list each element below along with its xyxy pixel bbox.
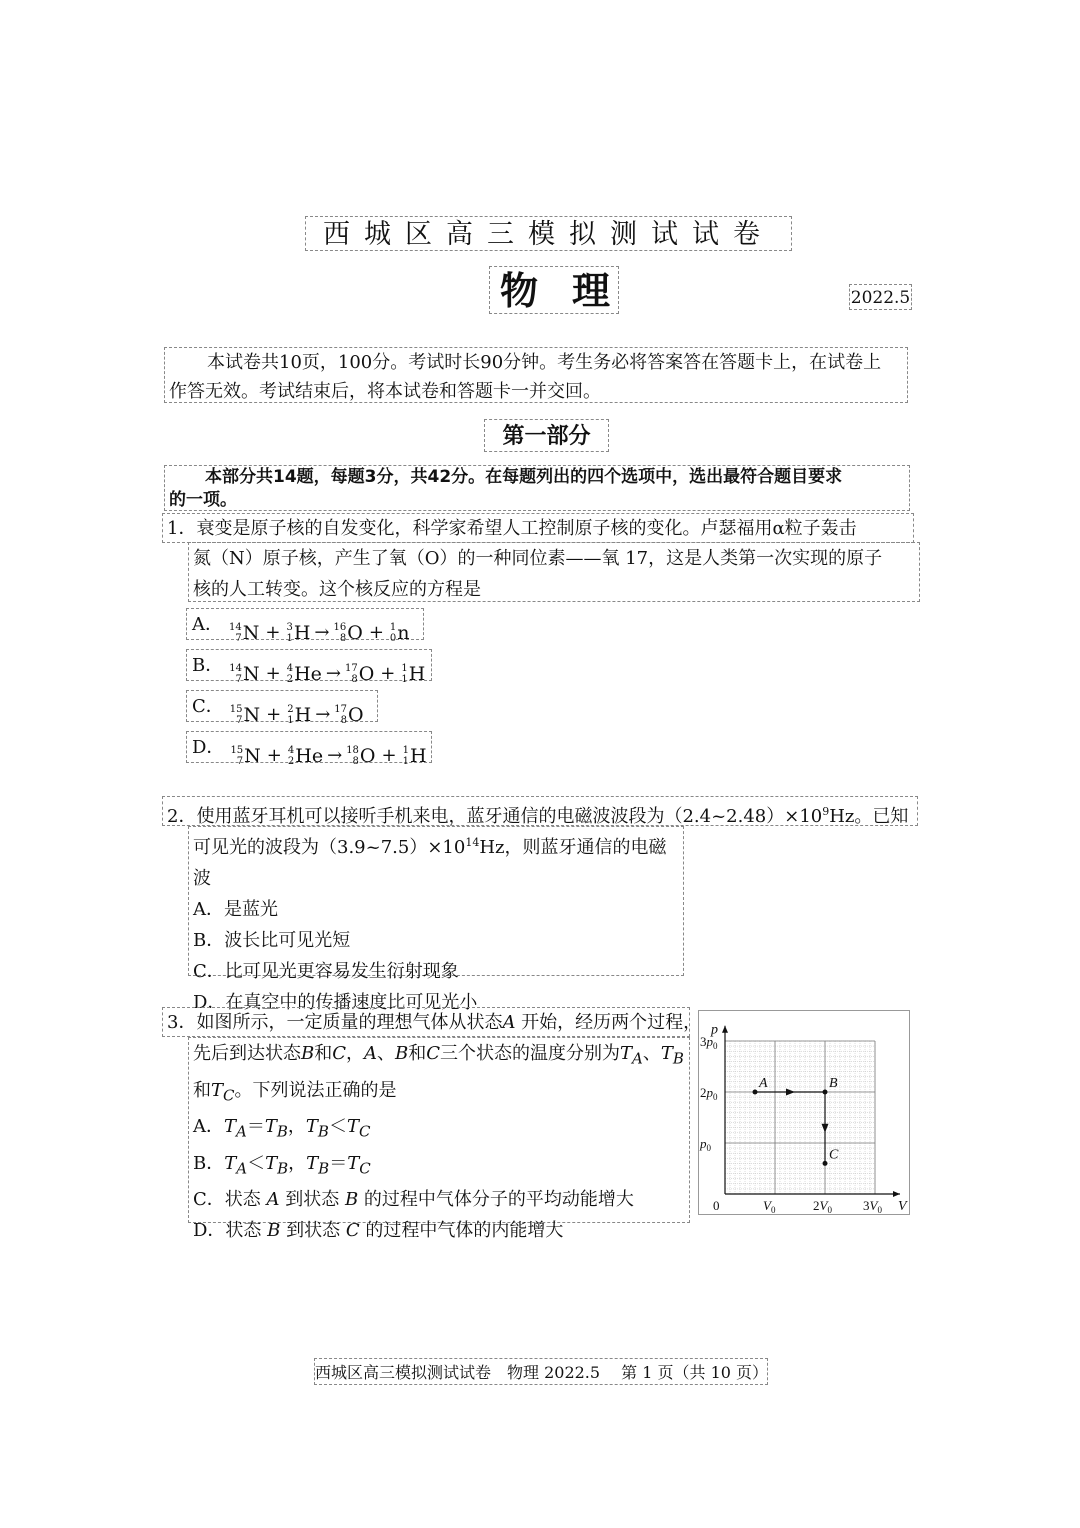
pv-diagram (698, 1010, 910, 1215)
mass-number: 1 (402, 745, 409, 756)
mass-number: 4 (287, 745, 295, 756)
atomic-number: 7 (236, 715, 243, 726)
element-symbol: O (347, 622, 363, 644)
plus-sign: + (380, 663, 396, 684)
mass-number: 17 (334, 704, 348, 715)
y-axis-label: p (711, 1022, 718, 1038)
q1-option-b[interactable] (186, 649, 432, 685)
state-point-A (753, 1090, 758, 1095)
q2-option-b[interactable]: B．波长比可见光短 (193, 930, 351, 951)
element-symbol: H (408, 663, 426, 685)
atomic-number: 1 (402, 756, 409, 767)
q3-var: B (267, 1220, 281, 1242)
atomic-number: 8 (340, 715, 348, 726)
nuclide (403, 740, 427, 772)
nuclide (229, 617, 259, 649)
subject-title: 物理 (489, 266, 619, 314)
q3-option-b[interactable] (193, 1148, 689, 1185)
q3-text: ＝ (246, 1116, 265, 1138)
q3-option-a[interactable] (193, 1111, 689, 1148)
q2-option-c[interactable]: C．比可见光更容易发生衍射现象 (193, 961, 459, 982)
q3-sub: B (276, 1122, 288, 1141)
nuclide-numbers (229, 663, 242, 685)
option-label: A． (192, 614, 223, 635)
q3-text: 、 (642, 1043, 661, 1064)
q3-var: T (346, 1116, 359, 1138)
q3-text: 和 (193, 1079, 211, 1101)
nuclide-numbers (229, 622, 242, 644)
q3-var: A (502, 1012, 516, 1033)
exam-date: 2022.5 (849, 284, 912, 310)
y-tick-label: $p_0$ (700, 1136, 711, 1153)
q2-text: 2．使用蓝牙耳机可以接听手机来电，蓝牙通信的电磁波波段为（2.4~2.48）×10 (167, 806, 823, 827)
nuclide (229, 658, 259, 690)
q3-var: T (224, 1116, 237, 1138)
mass-number: 14 (229, 663, 242, 674)
q3-sub: B (317, 1122, 329, 1141)
q3-stem-body (188, 1037, 690, 1242)
nuclide (390, 617, 410, 649)
reaction-arrow-icon: → (325, 663, 341, 684)
nuclide (334, 699, 363, 731)
q3-text: ＜ (328, 1116, 347, 1138)
atomic-number: 7 (235, 633, 242, 644)
x-tick-label: $3V_0$ (863, 1198, 882, 1214)
q3-text: ， (288, 1152, 307, 1174)
q3-var: T (264, 1116, 277, 1138)
element-symbol: O (358, 663, 375, 685)
x-tick-label: $2V_0$ (813, 1198, 832, 1214)
nuclear-equation (229, 658, 425, 690)
state-point-C (823, 1161, 828, 1166)
atomic-number: 7 (236, 756, 244, 767)
q3-text: ＜ (247, 1152, 266, 1174)
atomic-number: 7 (235, 674, 242, 685)
q3-text: C．状态 (193, 1189, 261, 1211)
x-axis-arrow-icon (893, 1191, 900, 1197)
reaction-arrow-icon: → (327, 745, 343, 766)
mass-number: 17 (344, 663, 358, 674)
state-label-C: C (829, 1147, 839, 1163)
mass-number: 2 (287, 704, 294, 715)
q3-var: T (224, 1152, 237, 1174)
q3-sub: C (358, 1122, 371, 1141)
reaction-arrow-icon: → (314, 622, 330, 643)
q2-stem-line1 (162, 796, 918, 826)
nuclide (345, 658, 374, 690)
q2-option-a[interactable]: A．是蓝光 (193, 899, 278, 920)
q1-option-c[interactable] (186, 690, 378, 726)
element-symbol: N (243, 704, 261, 726)
mass-number: 14 (229, 622, 242, 633)
plus-sign: + (265, 663, 281, 684)
q3-text: ＝ (329, 1152, 348, 1174)
nuclide-numbers (334, 622, 347, 644)
q3-text: D．状态 (193, 1220, 262, 1242)
instructions-line: 作答无效。考试结束后，将本试卷和答题卡一并交回。 (169, 381, 601, 402)
q3-sub: C (359, 1159, 371, 1178)
element-symbol: H (293, 622, 311, 644)
x-tick-label: $V_0$ (763, 1198, 776, 1214)
nuclide (287, 699, 311, 731)
pv-diagram-svg (699, 1011, 909, 1214)
q3-var: B (395, 1043, 409, 1064)
nuclide-numbers (334, 704, 347, 726)
nuclide (288, 740, 323, 772)
state-label-B: B (829, 1076, 838, 1091)
part-title: 第一部分 (484, 419, 609, 452)
reaction-arrow-icon: → (315, 704, 331, 725)
element-symbol: H (294, 704, 312, 726)
element-symbol: N (244, 745, 261, 767)
q3-option-c[interactable] (193, 1184, 689, 1215)
q3-stem-line2 (193, 1038, 689, 1075)
element-symbol: N (242, 622, 260, 644)
q1-stem-line2: 氮（N）原子核，产生了氧（O）的一种同位素——氧 17，这是人类第一次实现的原子 (193, 548, 883, 569)
y-axis-arrow-icon (722, 1026, 728, 1033)
q3-text: 三个状态的温度分别为 (440, 1043, 621, 1064)
q3-text: 。下列说法正确的是 (234, 1079, 397, 1101)
nuclide (346, 740, 375, 772)
nuclide-numbers (288, 745, 294, 767)
plus-sign: + (265, 622, 281, 643)
q2-exponent: 14 (465, 836, 480, 849)
atomic-number: 1 (286, 633, 293, 644)
part-instructions (164, 465, 910, 511)
mass-number: 15 (229, 704, 243, 715)
option-label: D． (192, 737, 225, 758)
q3-sub: B (672, 1049, 684, 1068)
q3-text: 到状态 (280, 1220, 346, 1242)
plus-sign: + (266, 745, 282, 766)
exam-instructions (164, 347, 908, 403)
atomic-number: 8 (352, 756, 359, 767)
q3-text: 3．如图所示，一定质量的理想气体从状态 (167, 1012, 503, 1033)
nuclide (287, 658, 322, 690)
plus-sign: + (266, 704, 282, 725)
part-instructions-line: 本部分共14题，每题3分，共42分。在每题列出的四个选项中，选出最符合题目要求 (205, 467, 843, 487)
x-axis-label: V (898, 1199, 907, 1214)
nuclide (230, 740, 260, 772)
y-tick-label: $3p_0$ (700, 1034, 718, 1051)
q1-stem-line1: 1．衰变是原子核的自发变化，科学家希望人工控制原子核的变化。卢瑟福用α粒子轰击 (162, 513, 914, 543)
q1-stem-line3: 核的人工转变。这个核反应的方程是 (193, 579, 481, 600)
q3-var: A (364, 1043, 378, 1064)
element-symbol: He (295, 745, 324, 767)
q3-text: B． (193, 1152, 225, 1174)
nuclide (401, 658, 425, 690)
q3-stem-line3 (193, 1075, 689, 1112)
process-arrow-icon (822, 1124, 829, 1133)
element-symbol: O (359, 745, 376, 767)
element-symbol: n (397, 622, 410, 644)
q2-option-d[interactable]: D．在真空中的传播速度比可见光小 (193, 992, 478, 1013)
nuclide-numbers (230, 704, 243, 726)
mass-number: 16 (333, 622, 347, 633)
element-symbol: O (348, 704, 364, 726)
q3-var: B (344, 1189, 359, 1211)
nuclide (230, 699, 260, 731)
q3-var: A (266, 1189, 280, 1211)
atomic-number: 1 (401, 674, 408, 685)
q3-text: A． (193, 1116, 224, 1138)
part-instructions-line: 的一项。 (169, 490, 237, 510)
element-symbol: H (409, 745, 427, 767)
q3-var: B (301, 1043, 315, 1064)
option-label: C． (192, 696, 224, 717)
q2-text: Hz。已知 (829, 806, 909, 827)
q3-text: 、 (377, 1043, 396, 1064)
mass-number: 18 (346, 745, 359, 756)
nuclide-numbers (286, 622, 292, 644)
plus-sign: + (381, 745, 397, 766)
element-symbol: He (294, 663, 322, 685)
atomic-number: 8 (339, 633, 347, 644)
q3-var: C (426, 1043, 441, 1064)
q3-var: T (620, 1043, 633, 1064)
mass-number: 1 (401, 663, 408, 674)
q3-stem-line1 (162, 1007, 702, 1037)
q2-exponent: 9 (822, 805, 830, 818)
nuclide-numbers (345, 663, 358, 685)
q3-option-d[interactable] (193, 1215, 689, 1246)
atomic-number: 0 (389, 633, 397, 644)
element-symbol: N (242, 663, 260, 685)
exam-title: 西城区高三模拟测试试卷 (305, 216, 792, 251)
q3-var: T (347, 1152, 360, 1174)
q3-text: 先后到达状态 (193, 1043, 301, 1064)
q3-sub: A (236, 1122, 247, 1141)
mass-number: 15 (230, 745, 244, 756)
q3-sub: B (277, 1159, 289, 1178)
q3-var: C (332, 1043, 347, 1064)
atomic-number: 2 (287, 756, 295, 767)
q3-sub: A (632, 1049, 643, 1068)
option-label: B． (192, 655, 224, 676)
nuclide-numbers (390, 622, 396, 644)
nuclide (334, 617, 363, 649)
atomic-number: 1 (287, 715, 294, 726)
q3-text: 的过程中气体分子的平均动能增大 (358, 1189, 634, 1211)
state-point-B (823, 1090, 828, 1095)
nuclide-numbers (287, 663, 293, 685)
q1-option-d[interactable] (186, 731, 432, 767)
y-tick-label: $2p_0$ (700, 1085, 718, 1102)
atomic-number: 2 (286, 674, 294, 685)
mass-number: 3 (286, 622, 293, 633)
q2-text: 可见光的波段为（3.9~7.5）×10 (193, 837, 466, 858)
q3-sub: B (318, 1159, 330, 1178)
q3-text: 的过程中气体的内能增大 (359, 1220, 564, 1242)
q2-stem-line2 (193, 827, 683, 894)
q3-text: 开始，经历两个过程， (515, 1012, 702, 1033)
q1-stem-body (188, 542, 920, 602)
q3-text: 到状态 (279, 1189, 345, 1211)
mass-number: 1 (389, 622, 397, 633)
page-footer: 西城区高三模拟测试试卷 物理 2022.5 第 1 页（共 10 页） (314, 1358, 768, 1385)
q3-var: C (345, 1220, 360, 1242)
q3-var: T (305, 1116, 318, 1138)
nuclide-numbers (230, 745, 243, 767)
instructions-line: 本试卷共10页，100分。考试时长90分钟。考生务必将答案答在答题卡上，在试卷上 (207, 352, 882, 373)
q3-text: 和 (314, 1043, 333, 1064)
q3-text: ， (287, 1116, 306, 1138)
q3-var: T (265, 1152, 278, 1174)
nuclear-equation (230, 740, 426, 772)
process-arrow-icon (786, 1089, 795, 1096)
nuclide-numbers (403, 745, 409, 767)
nuclide (286, 617, 310, 649)
q3-text: 和 (408, 1043, 427, 1064)
q3-var: T (306, 1152, 319, 1174)
origin-label: 0 (713, 1198, 720, 1213)
nuclear-equation (230, 699, 364, 731)
nuclear-equation (229, 617, 410, 649)
nuclide-numbers (346, 745, 359, 767)
nuclide-numbers (287, 704, 293, 726)
state-label-A: A (759, 1076, 768, 1091)
atomic-number: 8 (351, 674, 358, 685)
nuclide-numbers (401, 663, 407, 685)
q3-sub: A (236, 1159, 248, 1178)
q1-option-a[interactable] (186, 608, 424, 644)
q2-stem-body (188, 826, 684, 1013)
q3-var: T (660, 1043, 673, 1064)
mass-number: 4 (286, 663, 294, 674)
q2-text: Hz，则蓝牙通信的电磁波 (193, 837, 667, 889)
plus-sign: + (368, 622, 384, 643)
q3-sub: C (223, 1086, 235, 1105)
q3-var: T (211, 1079, 224, 1101)
q3-text: ， (346, 1043, 365, 1064)
